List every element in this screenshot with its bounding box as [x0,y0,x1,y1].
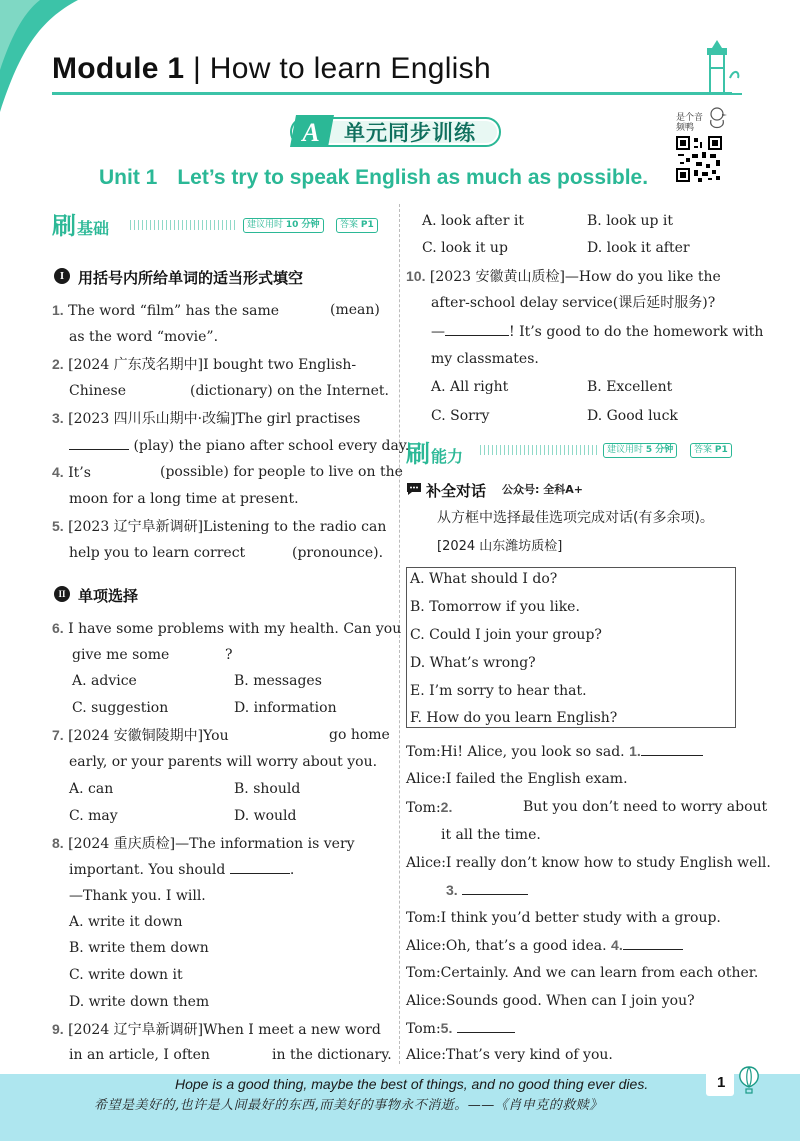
dialog-line-3b: it all the time. [441,827,541,843]
q9-option-a[interactable]: A. look after it [422,213,524,229]
q9-option-d[interactable]: D. look it after [587,240,690,256]
q9-option-b[interactable]: B. look up it [587,213,673,229]
q10-line4: my classmates. [431,351,539,367]
q7-option-a[interactable]: A. can [69,781,114,797]
dialog-title: 补全对话 [426,482,487,500]
q8-line1: 8. [2024 重庆质检]—The information is very [52,835,355,852]
q8-reply: —Thank you. I will. [69,888,206,904]
box-option-a: A. What should I do? [410,571,558,587]
q9-option-c[interactable]: C. look it up [422,240,508,256]
q6-option-b[interactable]: B. messages [234,673,322,689]
q7-line1-end: go home [329,727,390,743]
q6-option-a[interactable]: A. advice [72,673,137,689]
qr-code-icon[interactable] [676,136,722,182]
part1-numeral: I [54,268,70,284]
q8-line2: important. You should . [69,862,295,878]
ability-answer-tag: 答案 P1 [690,443,732,458]
q1-hint: (mean) [330,302,380,318]
q10-option-c[interactable]: C. Sorry [431,408,490,424]
q9-line2-end: in the dictionary. [272,1047,392,1063]
box-option-c: C. Could I join your group? [410,627,602,643]
q2-word: Chinese [69,383,126,399]
q8-option-b[interactable]: B. write them down [69,940,209,956]
box-option-d: D. What’s wrong? [410,655,536,671]
dialog-line-6: Alice:Oh, that’s a good idea. 4. [406,937,683,954]
ability-header: 刷能力 [406,440,464,468]
dialog-instruction: 从方框中选择最佳选项完成对话(有多余项)。 [437,510,714,526]
dialog-line-8: Alice:Sounds good. When can I join you? [406,993,695,1009]
banner-title: 单元同步训练 [344,121,476,145]
q7-option-c[interactable]: C. may [69,808,118,824]
q7-line1: 7. [2024 安徽铜陵期中]You [52,727,229,744]
dialog-line-4: Alice:I really don’t know how to study English well. [406,855,771,871]
header-rule [52,92,732,95]
dialog-line-9: Tom:5. [406,1020,515,1037]
q6-line1: 6. I have some problems with my health. Can you [52,620,402,637]
ability-hatch [480,445,598,455]
q2-hint: (dictionary) on the Internet. [190,383,389,399]
q6-line2: give me some [72,647,170,663]
footer-quote-cn: 希望是美好的,也许是人间最好的东西,而美好的事物永不消逝。——《肖申克的救赎》 [94,1098,603,1113]
dialog-blank-4[interactable] [623,937,683,950]
dialog-line-1: Tom:Hi! Alice, you look so sad. 1. [406,743,703,760]
chat-bubble-icon [406,482,422,496]
q5-line1: 5. [2023 辽宁阜新调研]Listening to the radio can [52,518,387,535]
dialog-line-3-text: But you don’t need to worry about [523,799,768,815]
q8-option-a[interactable]: A. write it down [69,914,183,930]
dialog-blank-3-line: 3. [446,882,528,899]
module-title: Module 1 | How to learn English [52,52,491,85]
banner-letter: A [302,118,320,147]
basics-answer-tag: 答案 P1 [336,218,378,233]
q6-option-c[interactable]: C. suggestion [72,700,169,716]
q3-blank[interactable] [69,437,129,450]
qr-label: 是个音频鸭 [676,113,704,133]
dialog-line-7: Tom:Certainly. And we can learn from each other. [406,965,759,981]
q10-blank[interactable] [445,323,509,336]
unit-title: Unit 1 Let’s try to speak English as much as possible. [99,166,649,189]
q10-option-d[interactable]: D. Good luck [587,408,678,424]
part2-numeral: II [54,586,70,602]
q6-end: ? [225,647,233,663]
wechat-label: 公众号: 全科A+ [502,483,583,496]
box-option-e: E. I’m sorry to hear that. [410,683,587,699]
part2-title: 单项选择 [78,587,139,605]
q4-hint: (possible) for people to live on the [160,464,403,480]
dialog-line-5: Tom:I think you’d better study with a group. [406,910,721,926]
basics-hatch [130,220,238,230]
q8-option-d[interactable]: D. write down them [69,994,210,1010]
q10-line2: after-school delay service(课后延时服务)? [431,295,716,311]
dialog-line-2: Alice:I failed the English exam. [406,771,628,787]
q9-line1: 9. [2024 辽宁阜新调研]When I meet a new word [52,1021,381,1038]
dialog-blank-1[interactable] [641,743,703,756]
part1-title: 用括号内所给单词的适当形式填空 [78,269,304,287]
q10-line1: 10. [2023 安徽黄山质检]—How do you like the [406,268,721,285]
banner-a-badge [290,114,334,148]
q7-option-d[interactable]: D. would [234,808,297,824]
dialog-line-3: Tom:2. [406,799,453,816]
q3-line2: (play) the piano after school every day. [69,437,409,454]
q4-line2: moon for a long time at present. [69,491,299,507]
box-option-f: F. How do you learn English? [410,710,618,726]
lighthouse-icon [694,38,742,98]
q1-line2: as the word “movie”. [69,329,219,345]
page-number: 1 [717,1074,726,1091]
duck-icon [706,106,728,136]
q5-line2: help you to learn correct [69,545,246,561]
q5-hint: (pronounce). [292,545,384,561]
footer-quote-en: Hope is a good thing, maybe the best of things, and no good thing ever dies. [175,1076,649,1092]
balloon-icon [738,1066,760,1094]
basics-time-tag: 建议用时 10 分钟 [243,218,324,233]
options-box [406,567,736,728]
q8-option-c[interactable]: C. write down it [69,967,183,983]
q2-line1: 2. [2024 广东茂名期中]I bought two English- [52,356,357,373]
q7-option-b[interactable]: B. should [234,781,301,797]
box-option-b: B. Tomorrow if you like. [410,599,580,615]
q10-option-b[interactable]: B. Excellent [587,379,673,395]
q1-line1: 1. The word “film” has the same [52,302,280,319]
ability-time-tag: 建议用时 5 分钟 [603,443,677,458]
dialog-blank-3[interactable] [462,882,528,895]
dialog-source: [2024 山东潍坊质检] [437,539,563,554]
dialog-blank-5[interactable] [457,1020,515,1033]
q3-line1: 3. [2023 四川乐山期中·改编]The girl practises [52,410,361,427]
dialog-line-10: Alice:That’s very kind of you. [406,1047,613,1063]
basics-header: 刷基础 [52,212,110,240]
q6-option-d[interactable]: D. information [234,700,337,716]
q9-line2: in an article, I often [69,1047,210,1063]
q7-line2: early, or your parents will worry about you. [69,754,378,770]
q4-word: 4. It’s [52,464,91,481]
q8-blank[interactable] [230,861,290,874]
q10-option-a[interactable]: A. All right [431,379,509,395]
q10-line3: — ! It’s good to do the homework with [431,324,764,340]
